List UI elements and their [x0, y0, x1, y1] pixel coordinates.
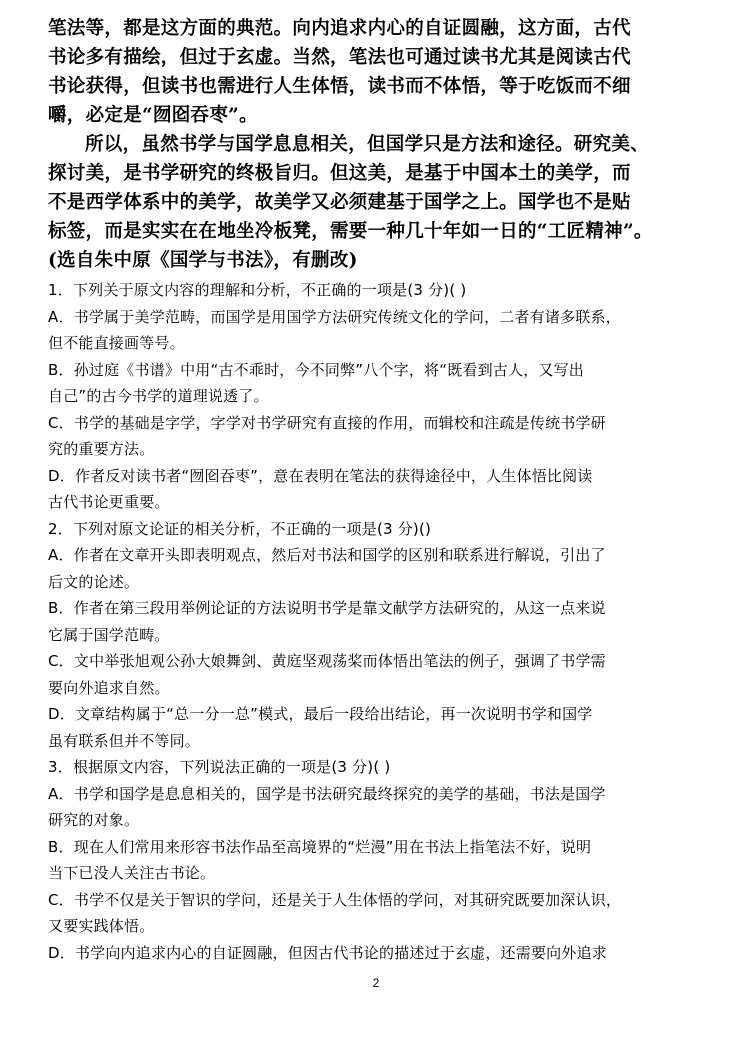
- passage-source: (选自朱中原《国学与书法》，有删改): [48, 250, 358, 271]
- option-a-line: 后文的论述。: [48, 572, 140, 591]
- passage-line: 标签，而是实实在在地坐冷板凳，需要一种几十年如一日的“工匠精神”。: [48, 221, 653, 242]
- passage-line: 书论多有描绘，但过于玄虚。当然，笔法也可通过读书尤其是阅读古代: [48, 47, 631, 68]
- option-c-line: C．书学的基础是字学，字学对书学研究有直接的作用，而辑校和注疏是传统书学研: [48, 413, 606, 432]
- option-b-line: 当下已没人关注古书论。: [48, 864, 216, 882]
- page-number: 2: [372, 976, 380, 990]
- question-1: [48, 277, 700, 516]
- option-d-line: 古代书论更重要。: [48, 493, 170, 511]
- option-c-line: C．书学不仅是关于智识的学问，还是关于人生体悟的学问，对其研究既要加深认识，: [48, 890, 622, 909]
- document-page: [48, 14, 700, 966]
- question-stem: 1．下列关于原文内容的理解和分析，不正确的一项是(3 分)( ): [48, 281, 467, 299]
- option-c-line: 要向外追求自然。: [48, 678, 170, 697]
- option-b-line: 自己”的古今书学的道理说透了。: [48, 387, 269, 405]
- option-b-line: B．现在人们常用来形容书法作品至高境界的“烂漫”用在书法上指笔法不好，说明: [48, 837, 592, 856]
- option-d-line: D．文章结构属于“总一分一总”模式，最后一段给出结论，再一次说明书学和国学: [48, 705, 593, 723]
- option-c-line: 究的重要方法。: [48, 440, 155, 458]
- option-c-line: C．文中举张旭观公孙大娘舞剑、黄庭坚观荡桨而体悟出笔法的例子，强调了书学需: [48, 652, 606, 670]
- passage: [48, 14, 700, 275]
- option-c-line: 又要实践体悟。: [48, 917, 155, 935]
- option-b-line: B．作者在第三段用举例论证的方法说明书学是靠文献学方法研究的，从这一点来说: [48, 599, 606, 617]
- passage-line: 嚼，必定是“囫囵吞枣”。: [48, 105, 258, 126]
- option-b-line: B．孙过庭《书谱》中用“古不乖时，今不同弊”八个字，将“既看到古人，又写出: [48, 360, 585, 379]
- option-d-line: D．作者反对读书者“囫囵吞枣”，意在表明在笔法的获得途径中，人生体悟比阅读: [48, 466, 593, 485]
- option-a-line: A．书学属于美学范畴，而国学是用国学方法研究传统文化的学问，二者有诸多联系，: [48, 307, 621, 326]
- passage-line: 书论获得，但读书也需进行人生体悟，读书而不体悟，等于吃饭而不细: [48, 76, 631, 97]
- question-stem: 3．根据原文内容，下列说法正确的一项是(3 分)( ): [48, 758, 391, 776]
- option-d-line: 虽有联系但并不等同。: [48, 731, 201, 750]
- passage-line: 笔法等，都是这方面的典范。向内追求内心的自证圆融，这方面，古代: [48, 18, 631, 39]
- option-d-line: D．书学向内追求内心的自证圆融，但因古代书论的描述过于玄虚，还需要向外追求: [48, 943, 607, 962]
- option-a-line: A．书学和国学是息息相关的，国学是书法研究最终探究的美学的基础，书法是国学: [48, 784, 606, 803]
- question-3: [48, 754, 700, 966]
- option-a-line: 但不能直接画等号。: [48, 334, 185, 352]
- question-stem: 2．下列对原文论证的相关分析，不正确的一项是(3 分)(): [48, 519, 432, 538]
- passage-line: 不是西学体系中的美学，故美学又必须建基于国学之上。国学也不是贴: [48, 192, 631, 213]
- question-2: [48, 516, 700, 755]
- passage-line: 探讨美，是书学研究的终极旨归。但这美，是基于中国本土的美学，而: [48, 163, 631, 184]
- option-b-line: 它属于国学范畴。: [48, 625, 170, 644]
- option-a-line: A．作者在文章开头即表明观点，然后对书法和国学的区别和联系进行解说，引出了: [48, 546, 606, 564]
- option-a-line: 研究的对象。: [48, 811, 140, 829]
- passage-line: 所以，虽然书学与国学息息相关，但国学只是方法和途径。研究美、: [85, 134, 650, 155]
